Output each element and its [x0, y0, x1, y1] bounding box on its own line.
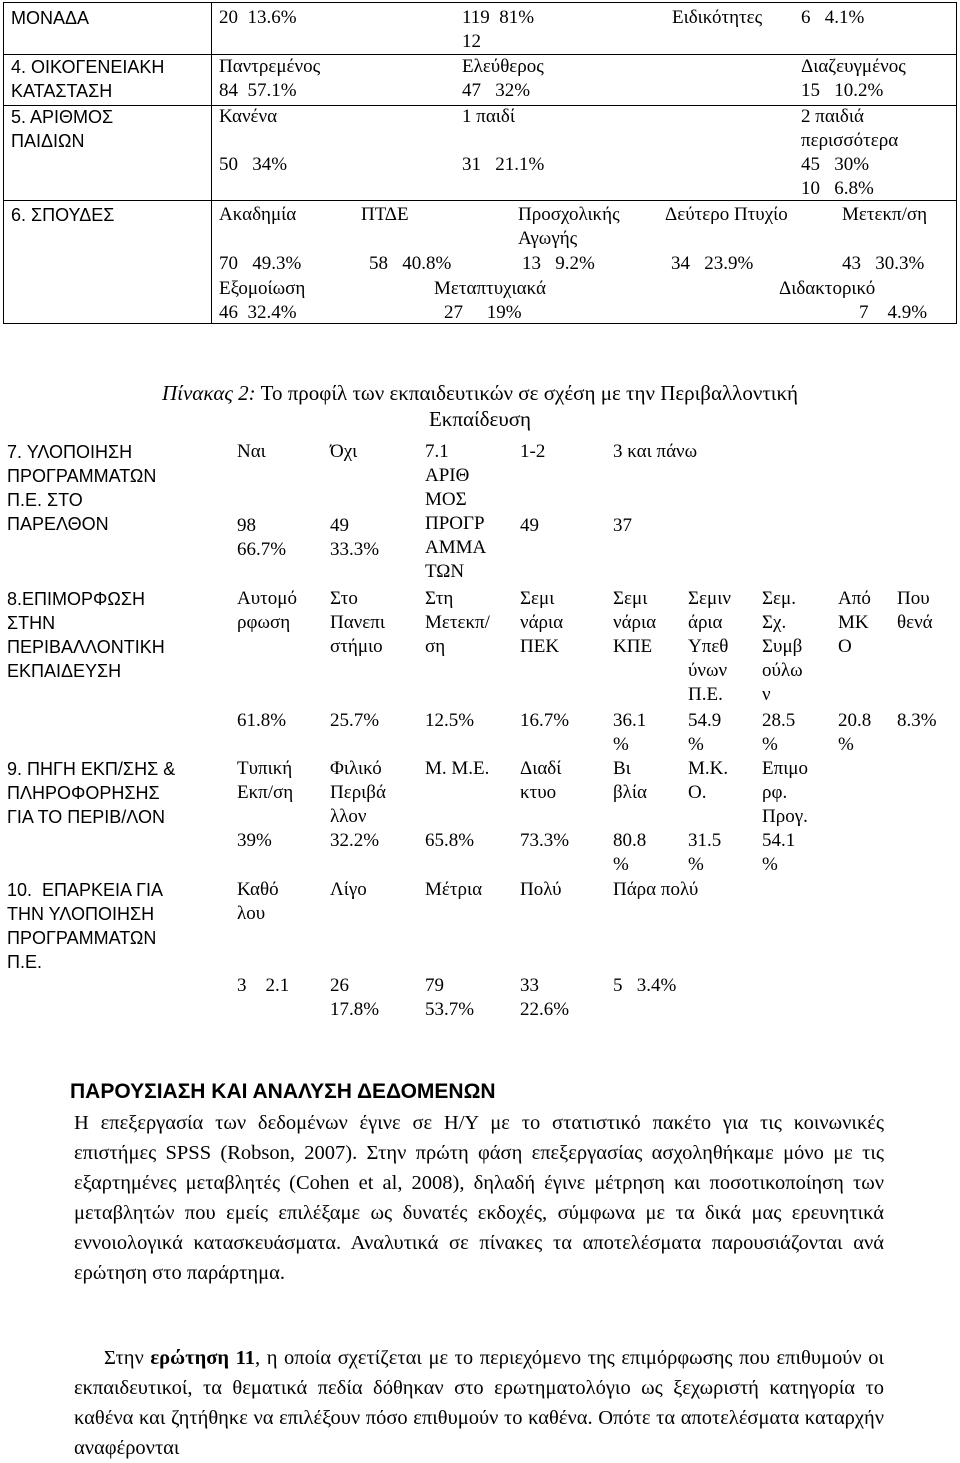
table-cell: %	[762, 854, 778, 875]
table-cell: Που	[897, 588, 930, 609]
table-cell: 32.2%	[330, 830, 380, 851]
row-label: ΠΛΗΡΟΦΟΡΗΣΗΣ	[7, 783, 160, 803]
table-cell: 7.1	[425, 441, 449, 462]
table-cell: Πάρα πολύ	[613, 879, 699, 900]
table-cell: Ελεύθερος	[462, 56, 544, 77]
table-cell: 3 2.1	[237, 975, 290, 996]
row-label: Π.Ε. ΣΤΟ	[7, 490, 83, 510]
row-label: Π.Ε.	[7, 952, 43, 972]
table-cell: 39%	[237, 830, 272, 851]
row-label: ΠΡΟΓΡΑΜΜΑΤΩΝ	[7, 928, 157, 948]
table-cell: 98	[237, 515, 256, 536]
table-cell: 80.8	[613, 830, 647, 851]
table-cell: 12	[462, 31, 481, 52]
table-cell: 50 34%	[219, 154, 288, 175]
column-divider	[211, 3, 212, 323]
table-cell: 58 40.8%	[369, 253, 452, 274]
table-cell: Στο	[330, 588, 358, 609]
table-cell: 79	[425, 975, 444, 996]
table-cell: %	[688, 734, 704, 755]
row-label: ΕΚΠΑΙΔΕΥΣΗ	[7, 661, 122, 681]
row-label-unit: ΜΟΝΑΔΑ	[11, 8, 90, 28]
table-cell: Κανένα	[219, 106, 278, 127]
table-cell: ρφωση	[237, 612, 291, 633]
table-cell: ΜΟΣ	[425, 489, 467, 510]
section-heading: ΠΑΡΟΥΣΙΑΣΗ ΚΑΙ ΑΝΑΛΥΣΗ ΔΕΔΟΜΕΝΩΝ	[70, 1080, 496, 1103]
table-cell: ΑΡΙΘ	[425, 465, 470, 486]
table-cell: Όχι	[330, 441, 358, 462]
table-cell: Ο.	[688, 782, 707, 803]
table-cell: Βι	[613, 758, 631, 779]
table-cell: 28.5	[762, 710, 796, 731]
table-cell: Καθό	[237, 879, 279, 900]
table-cell: 66.7%	[237, 539, 287, 560]
row-label: 10. ΕΠΑΡΚΕΙΑ ΓΙΑ	[7, 880, 163, 900]
table-cell: Σχ.	[762, 612, 787, 633]
table-cell: 1-2	[520, 441, 546, 462]
table-cell: %	[613, 734, 629, 755]
caption-text: Το προφίλ των εκπαιδευτικών σε σχέση με την Περιβαλλοντική	[260, 381, 799, 405]
table-cell: ύνων	[688, 660, 728, 681]
table-cell: Σεμ.	[762, 588, 796, 609]
table-cell: Από	[838, 588, 871, 609]
table-cell: Διαζευγμένος	[801, 56, 906, 77]
table-cell: ν	[762, 684, 771, 705]
table-cell: Περιβά	[330, 782, 386, 803]
table-cell: 43 30.3%	[842, 253, 925, 274]
paragraph-1	[74, 1108, 884, 1288]
table-cell: 20.8	[838, 710, 872, 731]
table-cell: Ακαδημία	[219, 204, 297, 225]
row-label-family-2: ΚΑΤΑΣΤΑΣΗ	[11, 81, 113, 101]
table-cell: 33	[520, 975, 539, 996]
row-label-children-2: ΠΑΙΔΙΩΝ	[11, 131, 85, 151]
table-cell: 34 23.9%	[671, 253, 754, 274]
table-cell: Πανεπι	[330, 612, 385, 633]
table-cell: ΚΠΕ	[613, 636, 653, 657]
table-cell: Στη	[425, 588, 454, 609]
table-cell: Μετεκπ/ση	[842, 204, 928, 225]
table-cell: Φιλικό	[330, 758, 382, 779]
table-cell: 49	[330, 515, 349, 536]
table-cell: ση	[425, 636, 446, 657]
caption-label: Πίνακας 2:	[161, 381, 256, 405]
row-label: 8.ΕΠΙΜΟΡΦΩΣΗ	[7, 589, 145, 609]
table-cell: Επιμο	[762, 758, 808, 779]
paragraph-2-bold: ερώτηση 11	[150, 1347, 255, 1369]
table-cell: νάρια	[613, 612, 657, 633]
table-cell: 49	[520, 515, 539, 536]
table-cell: 70 49.3%	[219, 253, 302, 274]
table-cell: Διαδί	[520, 758, 562, 779]
table-cell: 73.3%	[520, 830, 570, 851]
table-cell: Παντρεμένος	[219, 56, 321, 77]
table-cell: %	[838, 734, 854, 755]
row-label: ΤΗΝ ΥΛΟΠΟΙΗΣΗ	[7, 904, 155, 924]
table-cell: ΑΜΜΑ	[425, 537, 487, 558]
table-cell: Υπεθ	[688, 636, 729, 657]
table-cell: ΠΤΔΕ	[361, 204, 409, 225]
table-cell: 8.3%	[897, 710, 937, 731]
table-cell: Τυπική	[237, 758, 293, 779]
row-label-studies: 6. ΣΠΟΥΔΕΣ	[11, 205, 115, 225]
table-cell: Προσχολικής	[518, 204, 620, 225]
table-cell: Σεμιν	[688, 588, 731, 609]
table-cell: %	[688, 854, 704, 875]
row-label: ΠΑΡΕΛΘΟΝ	[7, 514, 109, 534]
table-cell: Ειδικότητες	[672, 7, 763, 28]
table-cell: άρια	[688, 612, 723, 633]
table-cell: 7 4.9%	[859, 302, 928, 323]
table-cell: 61.8%	[237, 710, 287, 731]
table-cell: ΤΩΝ	[425, 561, 465, 582]
table-cell: Σεμι	[613, 588, 648, 609]
table-cell: Προγ.	[762, 806, 808, 827]
table-caption	[0, 380, 960, 406]
table-cell: Δεύτερο Πτυχίο	[665, 204, 788, 225]
table-cell: Μ. Μ.Ε.	[425, 758, 490, 779]
table-cell: ρφ.	[762, 782, 788, 803]
profile-table-top	[3, 2, 957, 324]
row-label-family: 4. ΟΙΚΟΓΕΝΕΙΑΚΗ	[11, 57, 165, 77]
table-cell: λλον	[330, 806, 367, 827]
table-cell: 12.5%	[425, 710, 475, 731]
table-cell: 33.3%	[330, 539, 380, 560]
table-cell: λου	[237, 903, 266, 924]
table-cell: 22.6%	[520, 999, 570, 1020]
table-cell: 26	[330, 975, 349, 996]
table-cell: 45 30%	[801, 154, 870, 175]
table-cell: Μετεκπ/	[425, 612, 490, 633]
row-label: ΓΙΑ ΤΟ ΠΕΡΙΒ/ΛΟΝ	[7, 807, 165, 827]
table-cell: Διδακτορικό	[779, 278, 876, 299]
table-cell: 10 6.8%	[801, 178, 874, 199]
table-cell: Αυτομό	[237, 588, 297, 609]
table-cell: ΠΕΚ	[520, 636, 560, 657]
table-cell: 20 13.6%	[219, 7, 297, 28]
table-cell: βλία	[613, 782, 647, 803]
table-cell: %	[613, 854, 629, 875]
table-cell: Πολύ	[520, 879, 562, 900]
table-cell: 37	[613, 515, 632, 536]
table-cell: 46 32.4%	[219, 302, 297, 323]
table-cell: 65.8%	[425, 830, 475, 851]
table-cell: ΜΚ	[838, 612, 869, 633]
table-cell: ΠΡΟΓΡ	[425, 513, 485, 534]
table-cell: 2 παιδιά	[801, 106, 864, 127]
row-label-children: 5. ΑΡΙΘΜΟΣ	[11, 107, 114, 127]
table-cell: Αγωγής	[518, 228, 578, 249]
table-cell: 31 21.1%	[462, 154, 545, 175]
row-label: ΠΕΡΙΒΑΛΛΟΝΤΙΚΗ	[7, 637, 165, 657]
table-cell: 3 και πάνω	[613, 441, 698, 462]
table-cell: 6 4.1%	[801, 7, 865, 28]
table-cell: Ο	[838, 636, 852, 657]
table-cell: Μέτρια	[425, 879, 483, 900]
table-cell: Σεμι	[520, 588, 555, 609]
table-cell: 13 9.2%	[522, 253, 595, 274]
table-cell: 47 32%	[462, 80, 531, 101]
table-cell: %	[762, 734, 778, 755]
table-cell: 17.8%	[330, 999, 380, 1020]
table-cell: Μεταπτυχιακά	[434, 278, 546, 299]
table-cell: 119 81%	[462, 7, 535, 28]
table-cell: κτυο	[520, 782, 557, 803]
table-cell: Εκπ/ση	[237, 782, 294, 803]
table-cell: 54.9	[688, 710, 722, 731]
table-cell: 31.5	[688, 830, 722, 851]
table-cell: Μ.Κ.	[688, 758, 729, 779]
table-cell: 36.1	[613, 710, 647, 731]
row-label: 9. ΠΗΓΗ ΕΚΠ/ΣΗΣ &	[7, 759, 176, 779]
table-cell: στήμιο	[330, 636, 383, 657]
table-cell: 16.7%	[520, 710, 570, 731]
table-cell: Π.Ε.	[688, 684, 723, 705]
table-cell: 54.1	[762, 830, 796, 851]
paragraph-2-pre: Στην	[104, 1347, 151, 1369]
row-label: ΣΤΗΝ	[7, 613, 56, 633]
row-label: ΠΡΟΓΡΑΜΜΑΤΩΝ	[7, 466, 157, 486]
table-cell: 25.7%	[330, 710, 380, 731]
table-cell: 84 57.1%	[219, 80, 297, 101]
table-cell: Εξομοίωση	[219, 278, 306, 299]
table-cell: 5 3.4%	[613, 975, 677, 996]
table-cell: θενά	[897, 612, 933, 633]
table-cell: 27 19%	[444, 302, 522, 323]
table-cell: 53.7%	[425, 999, 475, 1020]
table-cell: 1 παιδί	[462, 106, 515, 127]
table-cell: 15 10.2%	[801, 80, 884, 101]
caption-text-2: Εκπαίδευση	[428, 407, 532, 431]
table-cell: Συμβ	[762, 636, 803, 657]
table-cell: Λίγο	[330, 879, 367, 900]
table-cell: Ναι	[237, 441, 266, 462]
table-cell: νάρια	[520, 612, 564, 633]
table-cell: ούλω	[762, 660, 803, 681]
row-label: 7. ΥΛΟΠΟΙΗΣΗ	[7, 442, 133, 462]
paragraph-2-post: , η οποία σχετίζεται με το περιεχόμενο της επιμόρφωσης που επιθυμούν οι εκπαιδευτικοί, τα θεματικά πεδία δόθηκαν στο ερωτηματολόγιο ως ξεχωριστή κατηγορία το καθένα και ζητήθηκε να επιλέξουν πόσο επιθυμούν το καθένα. Οπότε τα αποτελέσματα καταρχήν αναφέρονται	[74, 1347, 884, 1459]
table-cell: περισσότερα	[801, 130, 899, 151]
paragraph-2	[74, 1343, 884, 1463]
paragraph-1-text: Η επεξεργασία των δεδομένων έγινε σε Η/Υ με το στατιστικό πακέτο για τις κοινωνικές επιστήμες SPSS (Robson, 2007). Στην πρώτη φάση επεξεργασίας ασχοληθήκαμε μόνο με τις εξαρτημένες μεταβλητές (Cohen et al, 2008), δηλαδή έγινε μέτρηση και ποσοτικοποίηση των μεταβλητών που εμείς επιλέξαμε ως δυνατές εκδοχές, σύμφωνα με τα δικά μας ερευνητικά εννοιολογικά κατασκευάσματα. Αναλυτικά σε πίνακες τα αποτελέσματα παρουσιάζονται ανά ερώτηση στο παράρτημα.	[74, 1112, 884, 1284]
